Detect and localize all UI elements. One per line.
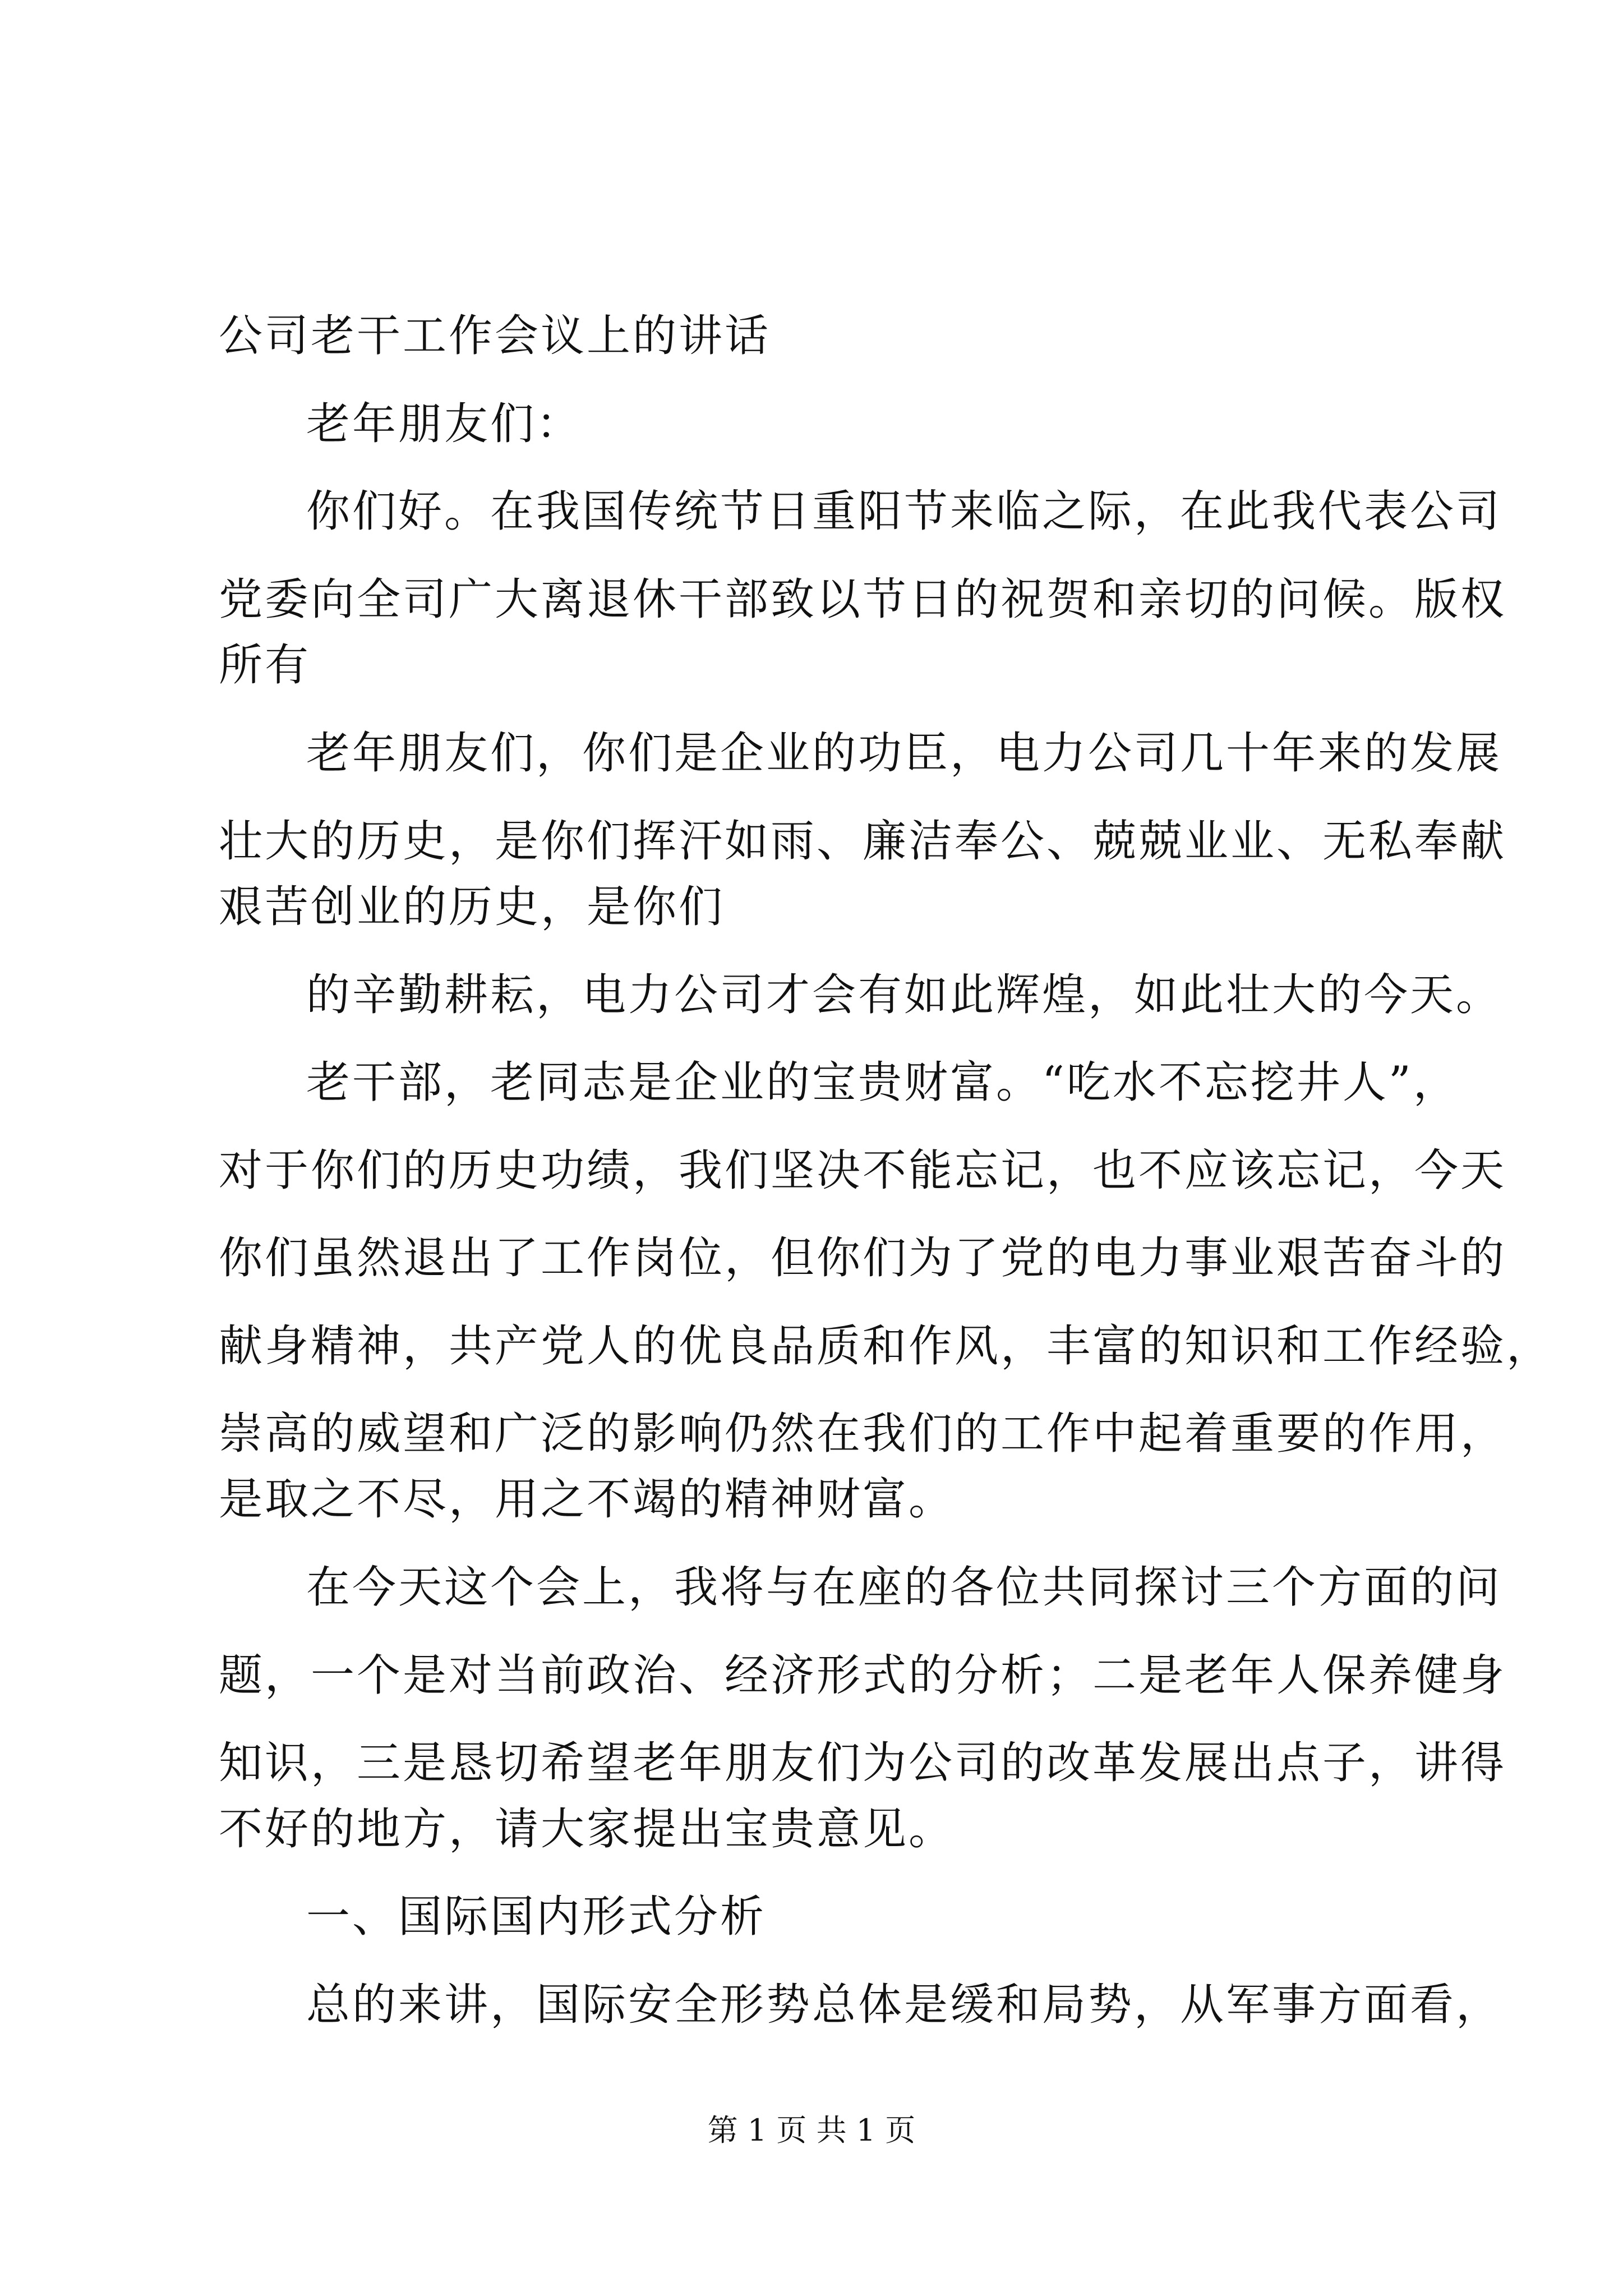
- paragraph-line: 老年朋友们，你们是企业的功臣，电力公司几十年来的发展: [306, 728, 1502, 779]
- paragraph-line: 是取之不尽，用之不竭的精神财富。: [219, 1474, 955, 1525]
- section-heading: 一、国际国内形式分析: [306, 1892, 767, 1942]
- paragraph-line: 总的来讲，国际安全形势总体是缓和局势，从军事方面看，: [306, 1980, 1502, 2030]
- document-title: 公司老干工作会议上的讲话: [219, 311, 771, 361]
- page-number-footer: 第 1 页 共 1 页: [707, 2113, 916, 2148]
- paragraph-line: 不好的地方，请大家提出宝贵意见。: [219, 1804, 955, 1855]
- paragraph-line: 对于你们的历史功绩，我们坚决不能忘记，也不应该忘记，今天: [219, 1145, 1507, 1196]
- paragraph-line: 知识，三是恳切希望老年朋友们为公司的改革发展出点子，讲得: [219, 1738, 1507, 1788]
- paragraph-line: 党委向全司广大离退休干部致以节日的祝贺和亲切的问候。版权: [219, 574, 1507, 625]
- paragraph-line: 所有: [219, 640, 311, 691]
- paragraph-line: 你们好。在我国传统节日重阳节来临之际，在此我代表公司: [306, 486, 1502, 537]
- paragraph-line: 你们虽然退出了工作岗位，但你们为了党的电力事业艰苦奋斗的: [219, 1233, 1507, 1283]
- paragraph-line: 艰苦创业的历史，是你们: [219, 882, 725, 932]
- paragraph-line: 题，一个是对当前政治、经济形式的分析；二是老年人保养健身: [219, 1650, 1507, 1701]
- paragraph-line: 老干部，老同志是企业的宝贵财富。“吃水不忘挖井人”，: [306, 1057, 1459, 1108]
- paragraph-line: 的辛勤耕耘，电力公司才会有如此辉煌，如此壮大的今天。: [306, 970, 1502, 1020]
- salutation: 老年朋友们：: [306, 399, 583, 449]
- paragraph-line: 崇高的威望和广泛的影响仍然在我们的工作中起着重要的作用，: [219, 1409, 1507, 1459]
- paragraph-line: 献身精神，共产党人的优良品质和作风，丰富的知识和工作经验，: [219, 1321, 1553, 1372]
- paragraph-line: 壮大的历史，是你们挥汗如雨、廉洁奉公、兢兢业业、无私奉献: [219, 816, 1507, 867]
- paragraph-line: 在今天这个会上，我将与在座的各位共同探讨三个方面的问: [306, 1562, 1502, 1613]
